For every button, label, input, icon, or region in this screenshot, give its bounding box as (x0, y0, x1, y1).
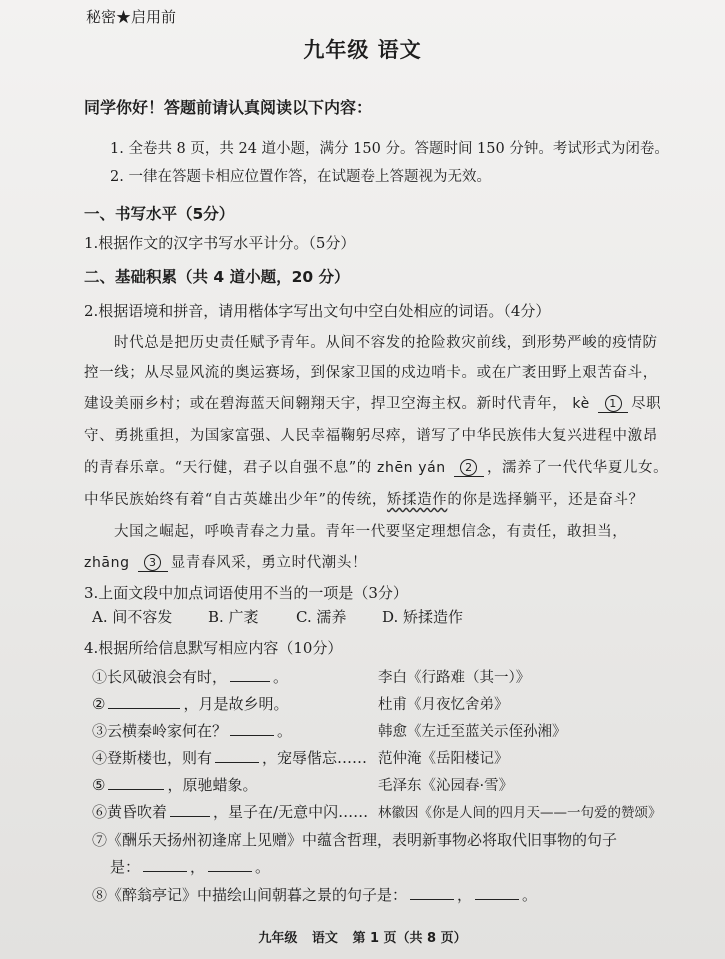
poem-item-2 (92, 693, 288, 714)
pinyin-hint-1: kè (572, 396, 590, 412)
passage-line-4: 守、勇挑重担，为国家富强、人民幸福鞠躬尽瘁，谱写了中华民族伟大复兴进程中激昂 (84, 428, 658, 444)
poem-text: 。 (273, 668, 289, 686)
instruction-2: 2. 一律在答题卡相应位置作答，在试题卷上答题视为无效。 (110, 169, 491, 185)
poem-item-5 (92, 774, 257, 795)
answer-blank[interactable] (215, 762, 259, 763)
answer-blank[interactable] (143, 871, 187, 872)
poem-text: 。 (255, 858, 271, 876)
option-b[interactable]: B. 广袤 (208, 608, 259, 626)
section-2-heading: 二、基础积累（共 4 道小题，20 分） (84, 268, 350, 286)
passage-text: 时代总是把历史责任赋予青年。从间不容发的抢险救灾前线，到形势严峻的疫情防 (114, 335, 658, 351)
passage-text: ，濡养了一代代华夏儿女。 (486, 460, 669, 476)
confidential-label: 秘密★启用前 (86, 8, 177, 26)
footer-grade: 九年级 (258, 931, 298, 946)
question-4-stem: 4.根据所给信息默写相应内容（10分） (84, 639, 343, 657)
footer-subject: 语文 (311, 931, 338, 946)
question-3-stem: 3.上面文段中加点词语使用不当的一项是（3分） (84, 584, 408, 602)
passage-line-5 (84, 456, 668, 477)
passage-line-1 (114, 331, 658, 352)
poem-item-7: ⑦《酬乐天扬州初逢席上见赠》中蕴含哲理，表明新事物必将取代旧事物的句子 (92, 831, 618, 849)
answer-blank[interactable] (230, 681, 270, 682)
instruction-1: 1. 全卷共 8 页，共 24 道小题，满分 150 分。答题时间 150 分钟。考试形式为闭卷。 (110, 141, 669, 157)
page-footer (0, 927, 725, 946)
pinyin-hint-2: zhēn yán (377, 460, 446, 476)
pinyin-hint-3: zhāng (84, 555, 130, 571)
passage-line-2: 控一线；从尽显风流的奥运赛场，到保家卫国的戍边哨卡。或在广袤田野上艰苦奋斗， (84, 365, 658, 381)
answer-blank[interactable] (108, 708, 180, 709)
passage-text: 显青春风采，勇立时代潮头！ (170, 555, 368, 571)
poem-text: 是： (110, 858, 141, 876)
option-d[interactable]: D. 矫揉造作 (382, 608, 464, 626)
passage-line-8 (84, 551, 367, 572)
page-title: 九年级 语文 (303, 38, 422, 62)
poem-text: ② (92, 695, 106, 713)
poem-text: ，月是故乡明。 (183, 695, 289, 713)
answer-blank[interactable] (410, 899, 454, 900)
passage-line-7: 大国之崛起，呼唤青春之力量。青年一代要坚定理想信念，有责任，敢担当， (114, 524, 628, 540)
blank-number-3: 3 (144, 554, 161, 571)
poem-source-4: 范仲淹《岳阳楼记》 (378, 751, 509, 767)
answer-blank[interactable] (208, 871, 252, 872)
option-a[interactable]: A. 间不容发 (92, 608, 173, 626)
poem-source-1: 李白《行路难（其一）》 (378, 670, 531, 686)
poem-text: ①长风破浪会有时， (92, 668, 228, 686)
poem-item-6 (92, 801, 368, 822)
option-c[interactable]: C. 濡养 (296, 608, 347, 626)
blank-1[interactable] (598, 395, 628, 413)
poem-item-4 (92, 747, 367, 768)
poem-source-5: 毛泽东《沁园春·雪》 (378, 778, 514, 794)
passage-line-3 (84, 392, 661, 413)
poem-text: 。 (522, 886, 538, 904)
passage-text: 的青春乐章。“天行健，君子以自强不息”的 (84, 460, 372, 476)
answer-blank[interactable] (230, 735, 274, 736)
poem-text: ，宠辱偕忘…… (262, 749, 368, 767)
poem-text: ⑤ (92, 776, 106, 794)
poem-text: ⑥黄昏吹着 (92, 803, 168, 821)
passage-line-6 (84, 488, 644, 509)
poem-text: ④登斯楼也，则有 (92, 749, 213, 767)
poem-text: ， (457, 886, 473, 904)
answer-blank[interactable] (108, 789, 164, 790)
answer-blank[interactable] (475, 899, 519, 900)
question-2-stem: 2.根据语境和拼音，请用楷体字写出文句中空白处相应的词语。（4分） (84, 302, 551, 320)
blank-number-2: 2 (460, 459, 477, 476)
poem-source-6: 林徽因《你是人间的四月天——一句爱的赞颂》 (378, 805, 662, 821)
poem-source-2: 杜甫《月夜忆舍弟》 (378, 697, 509, 713)
blank-3[interactable] (138, 554, 168, 572)
passage-text: 中华民族始终有着“自古英雄出少年”的传统， (84, 492, 387, 508)
footer-page-number: 第 1 页（共 8 页） (352, 931, 467, 946)
poem-text: ⑧《醉翁亭记》中描绘山间朝暮之景的句子是： (92, 886, 408, 904)
question-1: 1.根据作文的汉字书写水平计分。（5分） (84, 234, 356, 252)
answer-blank[interactable] (170, 816, 210, 817)
poem-item-3 (92, 720, 292, 741)
poem-text: 。 (277, 722, 293, 740)
poem-item-1 (92, 666, 288, 687)
poem-item-8 (92, 884, 537, 905)
blank-2[interactable] (454, 459, 484, 477)
poem-text: ， (190, 858, 206, 876)
passage-text: 的你是选择躺平，还是奋斗？ (447, 492, 644, 508)
question-3-options (92, 606, 652, 628)
poem-text: ，星子在/无意中闪…… (213, 803, 369, 821)
poem-item-7-answer (110, 856, 270, 877)
marked-phrase: 矫揉造作 (386, 492, 448, 508)
blank-number-1: 1 (605, 395, 622, 412)
passage-text: 尽职 (631, 396, 662, 412)
poem-text: ，原驰蜡象。 (167, 776, 258, 794)
poem-text: ③云横秦岭家何在？ (92, 722, 228, 740)
passage-text: 建设美丽乡村；或在碧海蓝天间翱翔天宇，捍卫空海主权。新时代青年， (84, 396, 568, 412)
section-1-heading: 一、书写水平（5分） (84, 205, 235, 223)
greeting: 同学你好！答题前请认真阅读以下内容： (84, 98, 373, 117)
poem-source-3: 韩愈《左迁至蓝关示侄孙湘》 (378, 724, 567, 740)
